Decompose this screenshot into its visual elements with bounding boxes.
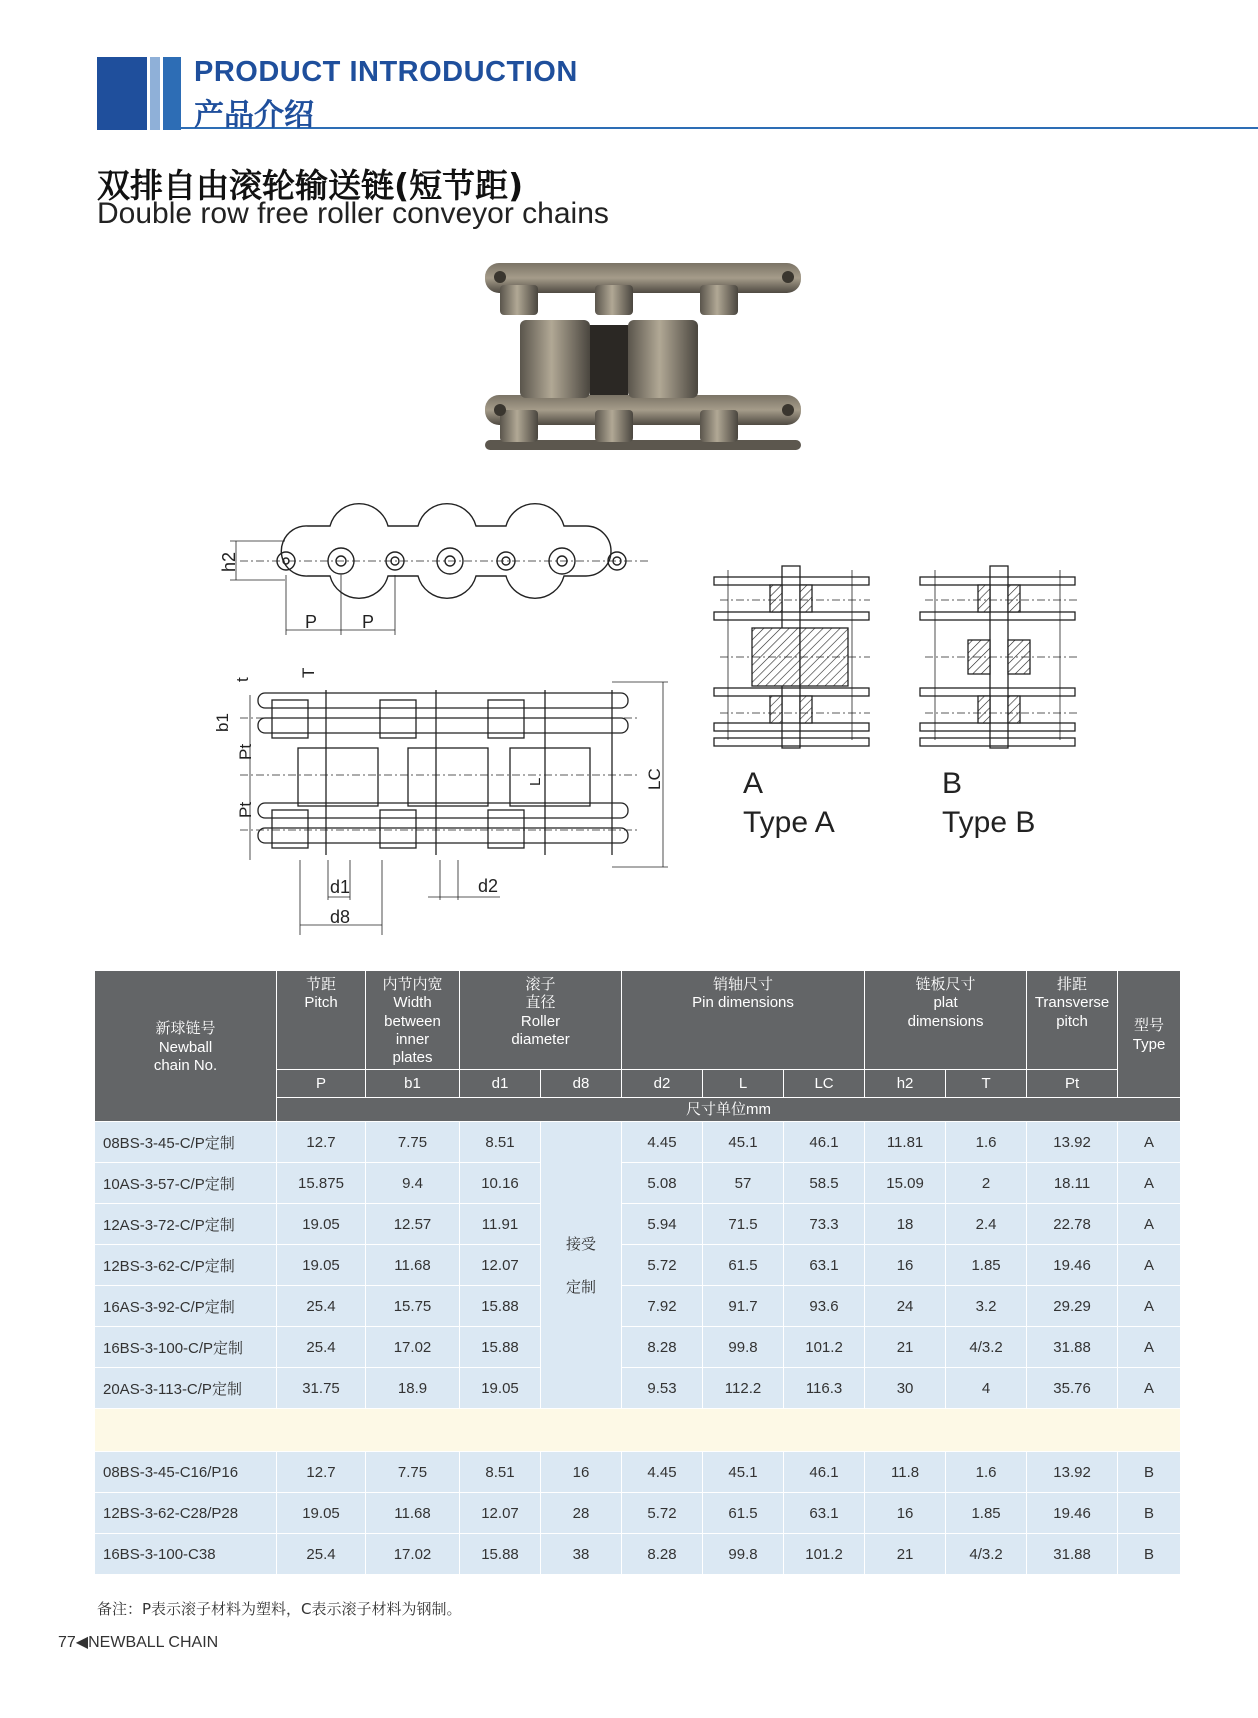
table-cell: 63.1 (784, 1245, 865, 1286)
table-cell: 21 (865, 1534, 946, 1575)
table-cell: 12BS-3-62-C28/P28 (95, 1493, 277, 1534)
table-cell: B (1118, 1534, 1181, 1575)
table-cell: B (1118, 1452, 1181, 1493)
table-row (95, 1452, 1181, 1493)
table-cell: A (1118, 1245, 1181, 1286)
table-cell: 13.92 (1027, 1122, 1118, 1163)
subheader-cell: P (277, 1070, 366, 1098)
table-cell: 15.88 (460, 1327, 541, 1368)
table-cell: 38 (541, 1534, 622, 1575)
table-spacer (95, 1409, 1181, 1452)
header-type: 型号 Type (1118, 971, 1181, 1098)
type-a-rows (95, 1122, 1181, 1409)
page-footer (58, 1632, 218, 1652)
unit-label: 尺寸单位mm (277, 1098, 1181, 1122)
table-cell: 19.05 (277, 1493, 366, 1534)
table-cell: 19.05 (277, 1204, 366, 1245)
chain-photo (485, 263, 801, 450)
table-cell: 4.45 (622, 1122, 703, 1163)
header-plate: 链板尺寸 plat dimensions (865, 971, 1027, 1070)
dim-pt1-label: Pt (236, 743, 255, 760)
table-cell: 21 (865, 1327, 946, 1368)
table-cell: 17.02 (366, 1327, 460, 1368)
subheader-cell: Pt (1027, 1070, 1118, 1098)
table-cell: 30 (865, 1368, 946, 1409)
table-cell: 12.07 (460, 1493, 541, 1534)
table-cell: 8.51 (460, 1122, 541, 1163)
table-cell: 9.53 (622, 1368, 703, 1409)
table-cell: 13.92 (1027, 1452, 1118, 1493)
table-cell: 10.16 (460, 1163, 541, 1204)
product-title-en: Double row free roller conveyor chains (97, 197, 609, 230)
table-row (95, 1493, 1181, 1534)
table-cell: 25.4 (277, 1286, 366, 1327)
table-cell: 1.85 (946, 1245, 1027, 1286)
table-cell: 5.72 (622, 1245, 703, 1286)
table-cell: 11.81 (865, 1122, 946, 1163)
table-cell: 5.08 (622, 1163, 703, 1204)
table-cell: 35.76 (1027, 1368, 1118, 1409)
table-cell: 16 (541, 1452, 622, 1493)
table-cell: 4/3.2 (946, 1327, 1027, 1368)
table-cell: 24 (865, 1286, 946, 1327)
dim-p2-label: P (362, 612, 375, 632)
header-pitch: 节距 Pitch (277, 971, 366, 1070)
table-cell: 12BS-3-62-C/P定制 (95, 1245, 277, 1286)
type-a-section-drawing (714, 566, 870, 748)
type-b-rows (95, 1452, 1181, 1575)
dim-LC-label: LC (645, 768, 664, 790)
table-cell: 101.2 (784, 1534, 865, 1575)
table-cell: 08BS-3-45-C/P定制 (95, 1122, 277, 1163)
table-cell: 12.57 (366, 1204, 460, 1245)
table-cell: 16 (865, 1245, 946, 1286)
table-cell: 12.7 (277, 1452, 366, 1493)
table-cell: 46.1 (784, 1452, 865, 1493)
header-chain-no: 新球链号 Newball chain No. (95, 971, 277, 1122)
table-cell: A (1118, 1286, 1181, 1327)
table-cell: 57 (703, 1163, 784, 1204)
type-a-name: Type A (743, 806, 835, 839)
table-row (95, 1204, 1181, 1245)
table-row (95, 1286, 1181, 1327)
table-cell: 7.75 (366, 1122, 460, 1163)
section-title-en: PRODUCT INTRODUCTION (194, 56, 578, 88)
table-cell: A (1118, 1122, 1181, 1163)
table-cell: 4 (946, 1368, 1027, 1409)
table-cell: 31.88 (1027, 1327, 1118, 1368)
table-row (95, 1534, 1181, 1575)
table-row (95, 1245, 1181, 1286)
table-cell: 61.5 (703, 1245, 784, 1286)
table-cell: 101.2 (784, 1327, 865, 1368)
dim-p1-label: P (305, 612, 318, 632)
table-cell: 1.6 (946, 1122, 1027, 1163)
table-cell: 45.1 (703, 1122, 784, 1163)
header-roller: 滚子 直径 Roller diameter (460, 971, 622, 1070)
product-title-zh: 双排自由滚轮输送链(短节距) (97, 166, 524, 205)
table-cell: 112.2 (703, 1368, 784, 1409)
table-cell: A (1118, 1368, 1181, 1409)
subheader-cell: d2 (622, 1070, 703, 1098)
subheader-cell: d1 (460, 1070, 541, 1098)
table-cell: 58.5 (784, 1163, 865, 1204)
table-row (95, 1122, 1181, 1163)
table-cell: 16BS-3-100-C/P定制 (95, 1327, 277, 1368)
table-cell: 16AS-3-92-C/P定制 (95, 1286, 277, 1327)
section-title-zh: 产品介绍 (194, 98, 314, 133)
table-cell: 61.5 (703, 1493, 784, 1534)
dim-t-label: t (233, 677, 252, 682)
header-width: 内节内宽 Width between inner plates (366, 971, 460, 1070)
table-cell: 3.2 (946, 1286, 1027, 1327)
table-cell: A (1118, 1204, 1181, 1245)
table-cell: 12.7 (277, 1122, 366, 1163)
table-cell: 15.75 (366, 1286, 460, 1327)
table-cell: 28 (541, 1493, 622, 1534)
table-cell: 46.1 (784, 1122, 865, 1163)
table-cell: 99.8 (703, 1534, 784, 1575)
dim-L-label: L (527, 777, 544, 786)
subheader-cell: LC (784, 1070, 865, 1098)
brand-name: NEWBALL CHAIN (88, 1634, 219, 1651)
dim-d1-label: d1 (330, 877, 351, 897)
table-cell: 1.85 (946, 1493, 1027, 1534)
header-transverse: 排距 Transverse pitch (1027, 971, 1118, 1070)
table-cell: 11.91 (460, 1204, 541, 1245)
table-cell: 12.07 (460, 1245, 541, 1286)
table-cell: 18.11 (1027, 1163, 1118, 1204)
table-cell: 19.05 (460, 1368, 541, 1409)
table-row (95, 1368, 1181, 1409)
table-cell: 11.68 (366, 1493, 460, 1534)
arrow-left-icon: ◀ (75, 1634, 89, 1651)
type-a-letter: A (743, 767, 764, 800)
subheader-cell: b1 (366, 1070, 460, 1098)
table-cell: 19.05 (277, 1245, 366, 1286)
table-cell: 7.75 (366, 1452, 460, 1493)
table-cell: B (1118, 1493, 1181, 1534)
type-b-letter: B (942, 767, 963, 800)
table-cell: 5.94 (622, 1204, 703, 1245)
table-cell: 8.51 (460, 1452, 541, 1493)
table-cell: 29.29 (1027, 1286, 1118, 1327)
table-cell: 4/3.2 (946, 1534, 1027, 1575)
table-cell: 19.46 (1027, 1245, 1118, 1286)
dim-b1-label: b1 (213, 713, 232, 732)
table-cell: 25.4 (277, 1327, 366, 1368)
table-cell: 16 (865, 1493, 946, 1534)
table-cell: 17.02 (366, 1534, 460, 1575)
table-cell: 8.28 (622, 1534, 703, 1575)
table-cell: 7.92 (622, 1286, 703, 1327)
spacer-row (95, 1409, 1181, 1452)
table-cell: 45.1 (703, 1452, 784, 1493)
footnote: 备注：P表示滚子材料为塑料，C表示滚子材料为钢制。 (97, 1600, 462, 1618)
subheader-cell: L (703, 1070, 784, 1098)
dim-h2-label: h2 (219, 551, 239, 572)
custom-order-cell: 接受 定制 (541, 1122, 622, 1409)
table-cell: 73.3 (784, 1204, 865, 1245)
table-cell: 11.68 (366, 1245, 460, 1286)
subheader-cell: h2 (865, 1070, 946, 1098)
table-cell: 63.1 (784, 1493, 865, 1534)
table-cell: A (1118, 1163, 1181, 1204)
table-cell: 08BS-3-45-C16/P16 (95, 1452, 277, 1493)
dim-d2-label: d2 (478, 876, 499, 896)
table-cell: 31.88 (1027, 1534, 1118, 1575)
table-header-row (95, 971, 1181, 1070)
table-cell: 1.6 (946, 1452, 1027, 1493)
table-cell: 10AS-3-57-C/P定制 (95, 1163, 277, 1204)
subheader-cell: T (946, 1070, 1027, 1098)
table-cell: 116.3 (784, 1368, 865, 1409)
table-cell: 91.7 (703, 1286, 784, 1327)
table-cell: 12AS-3-72-C/P定制 (95, 1204, 277, 1245)
spec-table-wrap (94, 970, 1180, 1575)
table-cell: 15.88 (460, 1534, 541, 1575)
table-cell: 5.72 (622, 1493, 703, 1534)
subheader-cell: d8 (541, 1070, 622, 1098)
table-cell: 9.4 (366, 1163, 460, 1204)
table-cell: 93.6 (784, 1286, 865, 1327)
spec-table (94, 970, 1181, 1575)
table-cell: 71.5 (703, 1204, 784, 1245)
side-view-drawing (230, 504, 648, 635)
table-cell: 4.45 (622, 1452, 703, 1493)
table-cell: 25.4 (277, 1534, 366, 1575)
table-cell: 22.78 (1027, 1204, 1118, 1245)
type-b-name: Type B (942, 806, 1036, 839)
type-b-section-drawing (920, 566, 1078, 748)
dim-T-label: T (299, 667, 318, 678)
top-view-drawing (240, 682, 668, 935)
table-cell: 20AS-3-113-C/P定制 (95, 1368, 277, 1409)
table-cell: 31.75 (277, 1368, 366, 1409)
table-row (95, 1163, 1181, 1204)
table-cell: 15.875 (277, 1163, 366, 1204)
table-cell: 11.8 (865, 1452, 946, 1493)
header-pin: 销轴尺寸 Pin dimensions (622, 971, 865, 1070)
table-cell: 99.8 (703, 1327, 784, 1368)
table-cell: 18.9 (366, 1368, 460, 1409)
dim-d8-label: d8 (330, 907, 351, 927)
table-cell: A (1118, 1327, 1181, 1368)
table-cell: 19.46 (1027, 1493, 1118, 1534)
table-row (95, 1327, 1181, 1368)
table-cell: 18 (865, 1204, 946, 1245)
page-number: 77 (58, 1634, 76, 1651)
table-cell: 16BS-3-100-C38 (95, 1534, 277, 1575)
table-cell: 15.88 (460, 1286, 541, 1327)
table-cell: 8.28 (622, 1327, 703, 1368)
table-cell: 15.09 (865, 1163, 946, 1204)
table-cell: 2 (946, 1163, 1027, 1204)
table-cell: 2.4 (946, 1204, 1027, 1245)
dim-pt2-label: Pt (236, 801, 255, 818)
